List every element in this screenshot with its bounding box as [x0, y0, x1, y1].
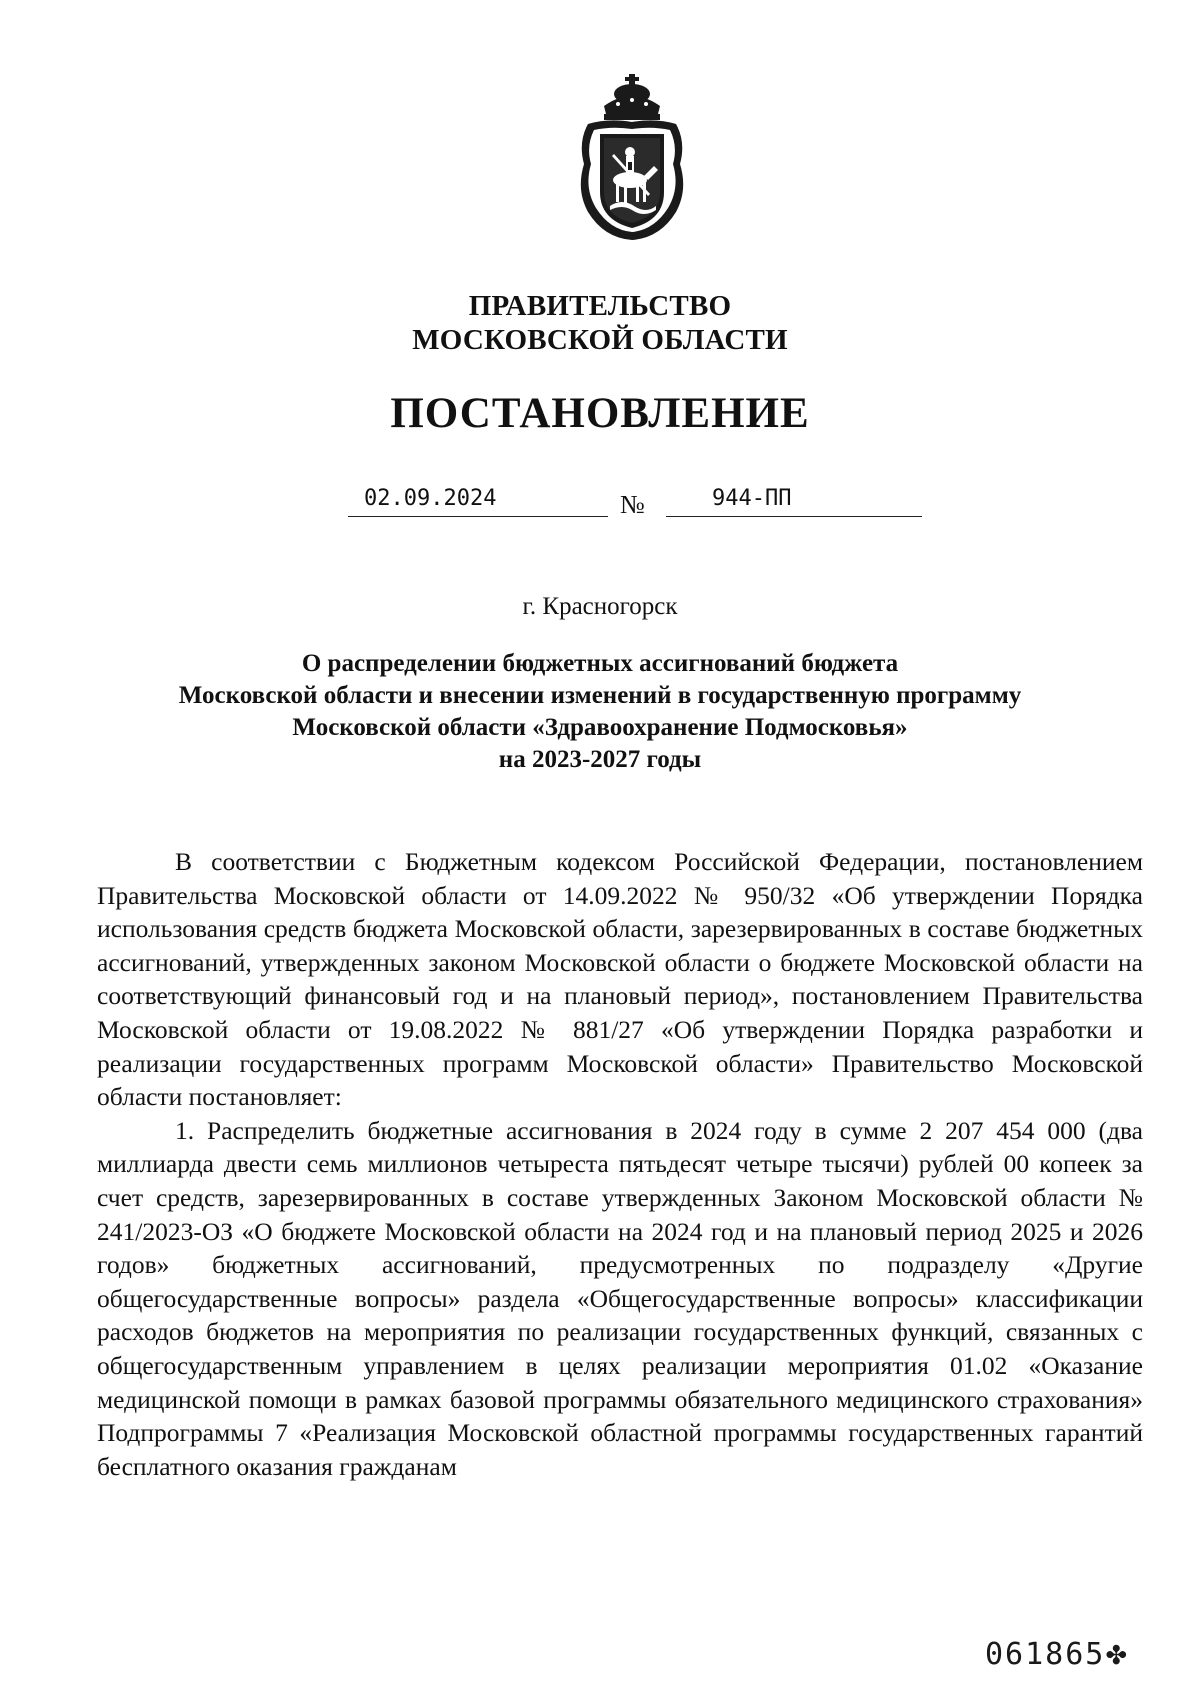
number-value: 944-ПП: [712, 486, 792, 511]
serial-number-value: 061865: [985, 1637, 1106, 1672]
government-name-line1: ПРАВИТЕЛЬСТВО: [468, 290, 732, 322]
title-line: Московской области «Здравоохранение Подмосковья»: [292, 714, 908, 741]
document-body: [97, 845, 1143, 1483]
title-line: Московской области и внесении изменений в государственную программу: [178, 682, 1022, 709]
body-paragraph-item-1: 1. Распределить бюджетные ассигнования в 2024 году в сумме 2 207 454 000 (два миллиарда двести семь миллионов четыреста пятьдесят четыре тысячи) рублей 00 копеек за счет средств, зарезервированных в составе утвержденных Законом Московской области № 241/2023-ОЗ «О бюджете Московской области на 2024 год и на плановый период 2025 и 2026 годов» бюджетных ассигнований, предусмотренных по подразделу «Другие общегосударственные вопросы» раздела «Общегосударственные вопросы» классификации расходов бюджетов на мероприятия по реализации государственных функций, связанных с общегосударственным управлением в целях реализации мероприятия 01.02 «Оказание медицинской помощи в рамках базовой программы обязательного медицинского страхования» Подпрограммы 7 «Реализация Московской областной программы государственных гарантий бесплатного оказания гражданам: [97, 1115, 1143, 1481]
body-paragraph-preamble: В соответствии с Бюджетным кодексом Российской Федерации, постановлением Правительства Московской области от 14.09.2022 № 950/32 «Об утверждении Порядка использования средств бюджета Московской области, зарезервированных в составе бюджетных ассигнований, утвержденных законом Московской области о бюджете Московской области на соответствующий финансовый год и на плановый период», постановлением Правительства Московской области от 19.08.2022 № 881/27 «Об утверждении Порядка разработки и реализации государственных программ Московской области» Правительство Московской области постановляет:: [97, 847, 1143, 1112]
number-field: [666, 486, 922, 517]
city-name: г. Красногорск: [522, 593, 678, 620]
government-name-line2: МОСКОВСКОЙ ОБЛАСТИ: [412, 324, 788, 356]
title-line: на 2023-2027 годы: [498, 746, 702, 773]
date-field: [348, 486, 608, 517]
document-type-heading: ПОСТАНОВЛЕНИЕ: [390, 390, 810, 437]
date-value: 02.09.2024: [364, 486, 497, 511]
coat-of-arms-emblem: [574, 72, 690, 242]
number-sign: №: [620, 490, 645, 519]
document-title: [120, 648, 1080, 776]
title-line: О распределении бюджетных ассигнований бюджета: [301, 650, 899, 677]
registration-row: [0, 486, 1200, 526]
serial-mark-icon: ✤: [1105, 1641, 1130, 1671]
serial-number: [985, 1638, 1129, 1673]
